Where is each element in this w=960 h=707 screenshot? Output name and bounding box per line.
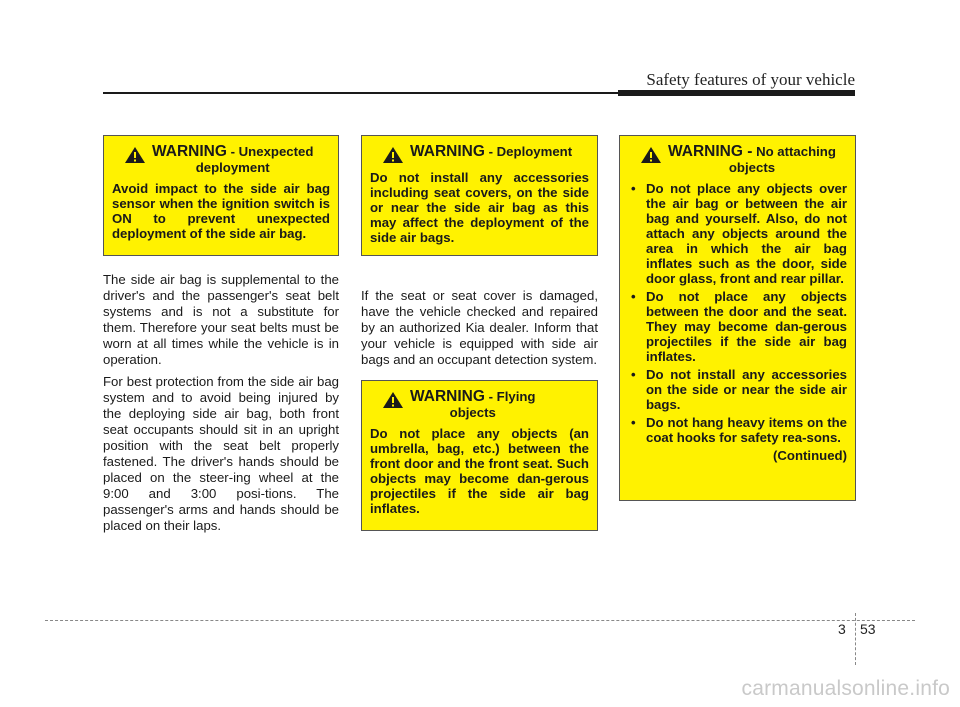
warning-flying-objects [361, 380, 598, 531]
header-title: Safety features of your vehicle [646, 70, 855, 89]
warning-triangle-icon [382, 146, 404, 164]
middle-column-text [361, 288, 598, 374]
footer-divider [855, 613, 856, 665]
warning-subtitle: - Unexpected [230, 144, 314, 159]
warning-label: WARNING [152, 143, 227, 160]
page-number: 53 [860, 621, 876, 637]
warning-subtitle-cont: deployment [195, 160, 270, 175]
warning-no-attaching-objects [619, 135, 856, 501]
header-rule-accent [618, 90, 855, 96]
warning-header [112, 144, 330, 175]
warning-unexpected-deployment [103, 135, 339, 256]
warning-header [370, 389, 589, 420]
chapter-number: 3 [838, 621, 846, 637]
paragraph: For best protection from the side air bag system and to avoid being injured by the deploying side air bag, both front seat occupants should sit in an upright position with the seat belt properly fastened. The driver's hands should be placed on the steer-ing wheel at the 9:00 and 3:00 posi-tions. The passenger's arms and hands should be placed on their laps. [103, 374, 339, 533]
warning-label: WARNING - [668, 143, 753, 160]
watermark: carmanualsonline.info [741, 677, 950, 700]
paragraph: If the seat or seat cover is damaged, have the vehicle checked and repaired by an authorized Kia dealer. Inform that your vehicle is equipped with side air bags and an occupant detection system. [361, 288, 598, 367]
warning-triangle-icon [640, 146, 662, 164]
footer-rule [45, 620, 915, 621]
continued-label: (Continued) [773, 448, 847, 463]
warning-bullet-list [628, 181, 847, 445]
warning-header [628, 144, 847, 175]
warning-subtitle: - Deployment [488, 144, 573, 159]
warning-subtitle-cont: objects [449, 405, 496, 420]
warning-subtitle-cont: objects [728, 160, 776, 175]
warning-body: Do not place any objects (an umbrella, bag, etc.) between the front door and the front seat. Such objects may become dan-gerous projectiles if the side air bag inflates. [370, 426, 589, 516]
left-column-text [103, 272, 339, 540]
warning-deployment [361, 135, 598, 256]
list-item: • Do not place any objects over the air bag or between the air bag and yourself. Also, do not attach any objects around the area in which the air bag inflates such as the door, side door glass, front and rear pillar. [628, 181, 847, 286]
paragraph: The side air bag is supplemental to the driver's and the passenger's seat belt systems and is not a substitute for them. Therefore your seat belts must be worn at all times while the vehicle is in operation. [103, 272, 339, 367]
warning-triangle-icon [124, 146, 146, 164]
list-item: • Do not place any objects between the door and the seat. They may become dan-gerous projectiles if the side air bag inflates. [628, 289, 847, 364]
warning-subtitle: No attaching [756, 144, 836, 159]
warning-body: Avoid impact to the side air bag sensor when the ignition switch is ON to prevent unexpected deployment of the side air bag. [112, 181, 330, 241]
warning-triangle-icon [382, 391, 404, 409]
warning-label: WARNING [410, 143, 485, 160]
warning-header [370, 144, 589, 164]
list-item: • Do not install any accessories on the side or near the side air bags. [628, 367, 847, 412]
warning-body: Do not install any accessories including seat covers, on the side or near the side air bag as this may affect the deployment of the side air bags. [370, 170, 589, 245]
warning-subtitle: - Flying [488, 389, 536, 404]
list-item: • Do not hang heavy items on the coat hooks for safety rea-sons. [628, 415, 847, 445]
warning-label: WARNING [410, 388, 485, 405]
